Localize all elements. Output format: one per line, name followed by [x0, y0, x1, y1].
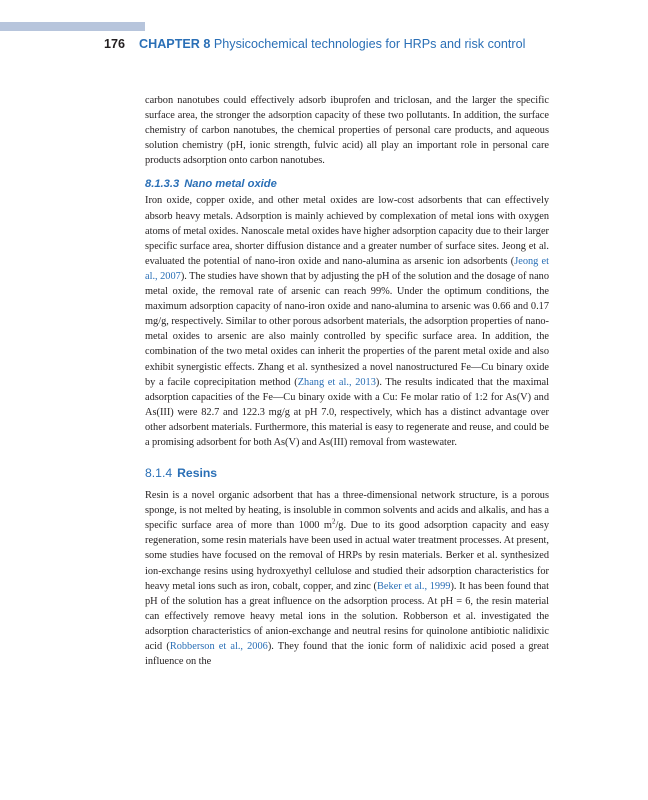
section-heading-resins — [145, 466, 549, 480]
superscript: 2 — [331, 517, 336, 526]
section-number: 8.1.3.3 — [145, 178, 180, 191]
citation-link[interactable]: Zhang et al., 2013 — [297, 376, 376, 388]
page-number: 176 — [104, 37, 126, 51]
intro-paragraph: carbon nanotubes could effectively adsorb ibuprofen and triclosan, and the larger the specific surface area, the stronger the adsorption capacity of these two pollutants. In addition, the surface chemistry of carbon nanotubes, the chemical properties of personal care products, and aqueous solution chemistry (pH, ionic strength, fulvic acid) all play an important role in personal care products adsorption onto carbon nanotubes. — [145, 95, 549, 167]
nano-metal-oxide-paragraph — [145, 193, 549, 450]
section-heading-nano-metal-oxide — [145, 177, 549, 191]
text-run: Iron oxide, copper oxide, and other metal oxides are low-cost adsorbents that can effectively absorb heavy metals. Adsorption is mainly achieved by complexation of metal ions with oxygen atoms of metal oxides. Nanoscale metal oxides have higher adsorption capacity due to their larger specific surface area, shorter diffusion distance and a greater number of surface sites. Jeong et al. evaluated the potential of nano-iron oxide and nano-alumina as arsenic ion adsorbents ( — [145, 195, 549, 267]
text-run: ). They found that the ionic form of nalidixic acid posed a great influence on the — [145, 641, 549, 668]
running-header — [104, 36, 644, 52]
section-title: Resins — [177, 466, 218, 481]
text-run: /g. Due to its good adsorption capacity and easy regeneration, some resin materials have been used in actual water treatment processes. At present, some studies have focused on the removal of HRPs by resin materials. Berker et al. synthesized ion-exchange resins using hydroxyethyl cellulose and studied their adsorption characteristics for heavy metal ions such as iron, cobalt, copper, and zinc ( — [145, 520, 549, 592]
citation-link[interactable]: Beker et al., 1999 — [377, 580, 451, 592]
citation-link[interactable]: Robberson et al., 2006 — [169, 641, 268, 652]
chapter-label: CHAPTER 8 — [139, 37, 211, 51]
header-accent-bar — [0, 22, 145, 31]
text-run: ). It has been found that pH of the solution has a great influence on the adsorption process. At pH = 6, the resin material can effectively remove heavy metal ions in the solution. Robberson et al. investigated the adsorption characteristics of anion-exchange and neutral resins for quinolone antibiotic nalidixic acid ( — [145, 580, 549, 652]
text-run: ). The results indicated that the maximal adsorption capacities of the Fe—Cu binary oxide with a Cu: Fe molar ratio of 1:2 for As(V) and As(III) were 82.7 and 122.3 mg/g at pH 7.0, respectively, which has a distinct advantage over other adsorbent materials. Furthermore, this material is easy to regenerate and reuse, and could be a promising adsorbent for both As(V) and As(III) removal from wastewater. — [145, 376, 550, 448]
text-run: ). The studies have shown that by adjusting the pH of the solution and the dosage of nano metal oxide, the removal rate of arsenic can reach 99%. Under the optimum conditions, the maximum adsorption capacity of nano-iron oxide and nano-alumina to arsenic was 0.66 and 0.17 mg/g, respectively. Similar to other porous adsorbent materials, the adsorption properties of nano-metal oxides to arsenic are also mainly controlled by specific surface area. In addition, the combination of the two metal oxides can inherit the properties of the parent metal oxide and also exhibit synergistic effects. Zhang et al. synthesized a novel nanostructured Fe—Cu binary oxide by a facile coprecipitation method ( — [145, 270, 550, 388]
text-run: Resin is a novel organic adsorbent that has a three-dimensional network structure, is a porous sponge, is not melted by heating, is insoluble in common solvents and acids and alkalis, and has a specific surface area of more than 1000 m — [145, 490, 549, 532]
chapter-title: Physicochemical technologies for HRPs and risk control — [213, 37, 526, 51]
page-body — [145, 93, 549, 669]
resins-paragraph — [145, 488, 549, 669]
section-number: 8.1.4 — [145, 466, 173, 481]
citation-link[interactable]: Jeong et al., 2007 — [145, 255, 549, 282]
section-title: Nano metal oxide — [184, 178, 277, 191]
